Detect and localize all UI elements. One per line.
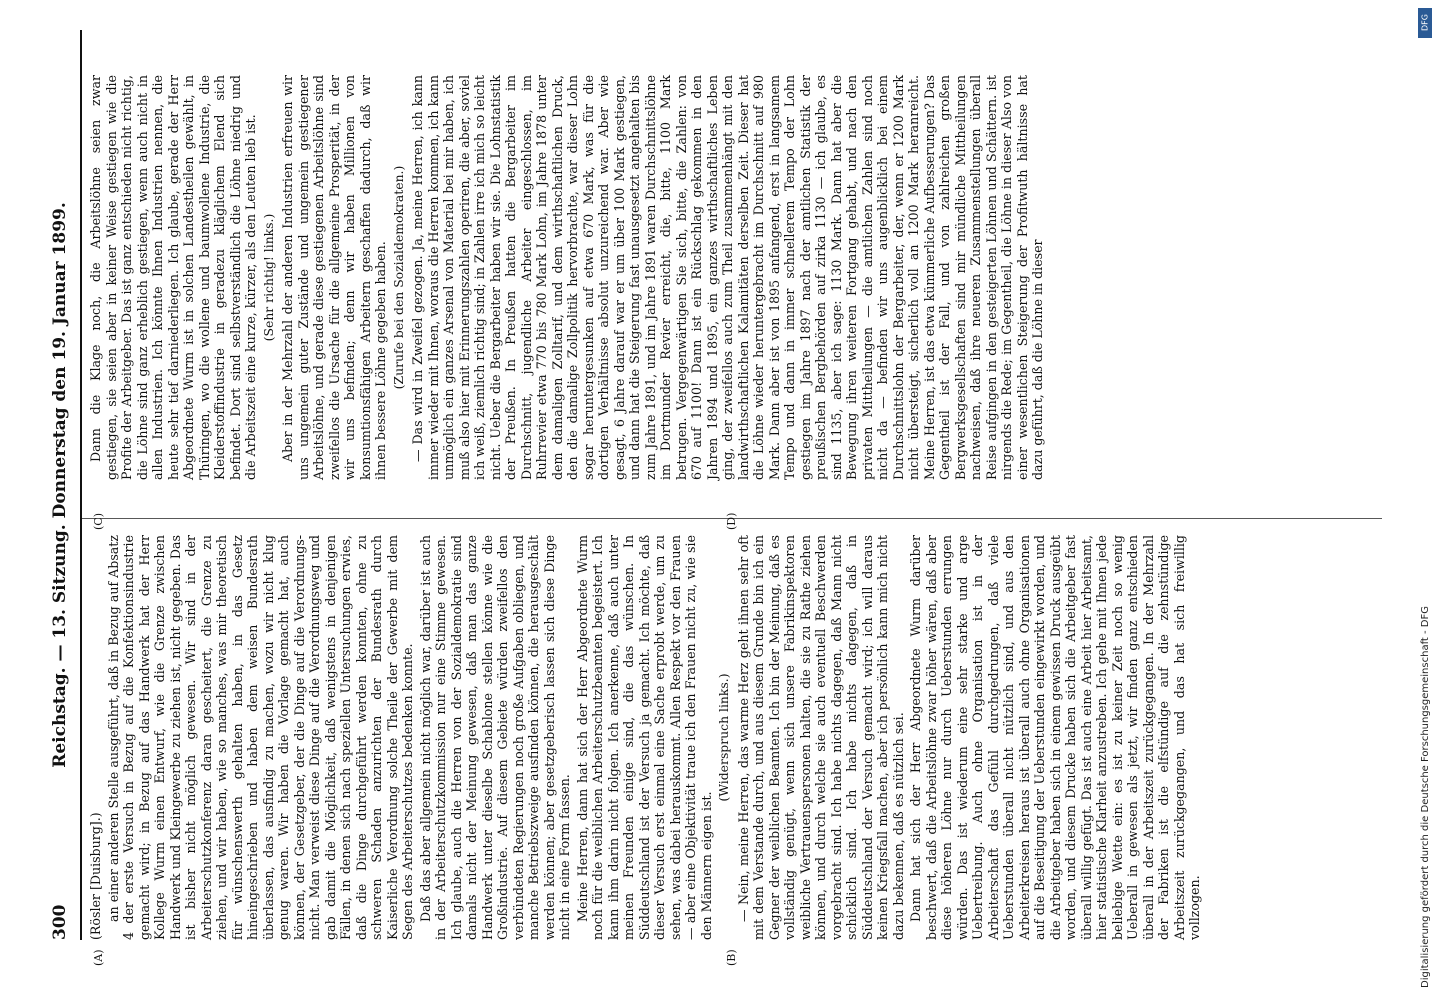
margin-label-b: (B) [725, 949, 738, 966]
paragraph: Daß das aber allgemein nicht möglich war, darüber ist auch in der Arbeiterschutzkommission nur eine Stimme gewesen. Ich glaube, auch die Herren von der Sozialdemokratie sind damals nicht der Meinung gewesen, daß man das ganze Handwerk unter dieselbe Schablone stellen könne wie die Großindustrie. Auf diesem Gebiete würden zweifellos den verbündeten Regierungen noch große Aufgaben obliegen, und manche Betriebszweige ausfinden können, die herausgeschält werden können; aber gesetzgeberisch lassen sich diese Dinge nicht in eine Form fassen. [417, 535, 572, 940]
paragraph: Dann hat sich der Herr Abgeordnete Wurm darüber beschwert, daß die Arbeitslöhne zwar höher wären, daß aber diese höheren Löhne nur durch Ueberstunden errungen würden. Das ist wiederum eine sehr starke und arge Uebertreibung. Auch ohne Organisation ist in der Arbeiterschaft das Gefühl durchgedrungen, daß viele Ueberstunden überall nicht nützlich sind, und aus den Arbeiterkreisen heraus ist überall auch ohne Organisationen auf die Beseitigung der Ueberstunden eingewirkt worden, und die Arbeitgeber haben sich in einem gewissen Druck ausgeübt worden, und diesem Drucke haben sich die Arbeitgeber fast überall willig gefügt. Das ist auch eine Arbeit hier Arbeitsamt, hier statistische Klarheit anzustreben. Ich gehe mit Ihnen jede beliebige Wette ein: es ist zu keiner Zeit noch so wenig Ueberall in gewesen als jetzt, wir finden ganz entschieden überall in der Arbeitszeit zurückgegangen. In der Mehrzahl der Fabriken ist die elfstündige auf die zehnstündige Arbeitszeit zurückgegangen, und das hat sich freiwillig vollzogen. [908, 535, 1202, 940]
paragraph: — Das wird in Zweifel gezogen. Ja, meine Herren, ich kann immer wieder mit Ihnen, woraus die Herren kommen, ich kann unmöglich ein ganzes Arsenal von Material bei mir haben, ich muß also hier mit Erinnerungszahlen operiren, die aber, soviel ich weiß, ziemlich richtig sind; in Zahlen irre ich mich so leicht nicht. Ueber die Bergarbeiter haben wir sie. Die Lohnstatistik der Preußen. In Preußen hatten die Bergarbeiter im Durchschnitt, jugendliche Arbeiter eingeschlossen, im Ruhrrevier etwa 770 bis 780 Mark Lohn, im Jahre 1878 unter dem damaligen Zolltarif, und dem wirthschaftlichen Druck, den die damalige Zollpolitik hervorbrachte, war dieser Lohn sogar heruntergesunken auf etwa 670 Mark, was für die dortigen Verhältnisse absolut unzureichend war. Aber wie gesagt, 6 Jahre darauf war er um über 100 Mark gestiegen, und dann hat die Steigerung fast unausgesetzt angehalten bis zum Jahre 1891, und im Jahre 1891 waren Durchschnittslöhne im Dortmunder Revier erreicht, die, bitte, 1100 Mark betrugen. Vergegenwärtigen Sie sich, bitte, die Zahlen: von 670 auf 1100! Dann ist ein Rückschlag gekommen in den Jahren 1894 und 1895, ein ganzes wirthschaftliches Leben ging, der zweifellos auch zum Theil zusammenhängt mit den landwirthschaftlichen Kalamitäten derselben Zeit. Dieser hat die Löhne wieder heruntergebracht im Durchschnitt auf 980 Mark. Dann aber ist von 1895 anfangend, erst in langsamem Tempo und dann in immer schnellerem Tempo der Lohn gestiegen im Jahre 1897 nach der amtlichen Statistik der preußischen Bergbehörden auf zirka 1130 — ich glaube, es sind 1135, aber ich sage: 1130 Mark. Dann hat aber die Bewegung ihren weiteren Fortgang gehabt, und nach den privaten Mittheilungen — die amtlichen Zahlen sind noch nicht da — befinden wir uns augenblicklich bei einem Durchschnittslohn der Bergarbeiter, der, wenn er 1200 Mark nicht übersteigt, sicherlich voll an 1200 Mark heranreicht. Meine Herren, ist das etwa kümmerliche Aufbesserungen? Das Gegentheil ist der Fall, und von zahlreichen großen Bergwerksgesellschaften sind mir mündliche Mittheilungen nachweisen, daß ihre neueren Zusammenstellungen überall Reise aufgingen in den gesteigerten Löhnen und Schättern. ist nirgends die Rede; im Gegentheil, die Löhne in dieser Also von einer wesentlichen Steigerung der Profitwuth hältnisse hat dazu geführt, daß die Löhne in dieser [410, 75, 1045, 480]
paragraph: — Nein, meine Herren, das warme Herz geht ihnen sehr oft mit dem Verstande durch, und aus diesem Grunde bin ich ein Gegner der weiblichen Beamten. Ich bin der Meinung, daß es vollständig genügt, wenn sich unsere Fabrikinspektoren weibliche Vertrauenspersonen halten, die sie zu Rathe ziehen können, und durch welche sie auch eventuell Beschwerden vorgebracht sind. Ich habe nichts dagegen, daß Mann nicht schicklich sind. Ich habe nichts dagegen, daß in Süddeutschland der Versuch gemacht wird; ich will daraus keinen Kriegsfall machen, aber ich persönlich kann mich nicht dazu bekennen, daß es nützlich sei. [735, 535, 906, 940]
page-number: 300 [50, 904, 70, 940]
speaker-label: (Rösler [Duisburg].) [88, 812, 103, 940]
paragraph: Meine Herren, dann hat sich der Herr Abgeordnete Wurm noch für die weiblichen Arbeiterschutzbeamten begeistert. Ich kann ihm darin nicht folgen. Ich anerkenne, daß auch unter meinen Freunden einige sind, die das wünschen. In Süddeutschland ist der Versuch ja gemacht. Ich möchte, daß dieser Versuch erst einmal eine Sache erprobt werde, um zu sehen, was dabei herauskommt. Allen Respekt vor den Frauen — aber eine Objektivität traue ich den Frauen nicht zu, wie sie den Männern eigen ist. [574, 535, 714, 940]
stage-direction: (Widerspruch links.) [716, 673, 731, 802]
left-column [88, 535, 1205, 940]
header-rule [80, 30, 82, 940]
page-header [50, 30, 78, 940]
stage-direction: (Zurufe bei den Sozialdemokraten.) [390, 165, 406, 390]
paragraph: Dann die Klage noch, die Arbeitslöhne seien zwar gestiegen, sie seien aber in keiner Weise gestiegen wie die Profite der Arbeitgeber. Das ist ganz entschieden nicht richtig, die Löhne sind ganz erheblich gestiegen, wenn auch nicht in allen Industrien. Ich könnte Ihnen Industrien nennen, die heute sehr tief darniederliegen. Ich glaube, gerade der Herr Abgeordnete Wurm ist in solchen Landestheilen gewählt, in Thüringen, wo die wollene und baumwollene Industrie, die Kleiderstoffindustrie in geradezu kläglichem Elend sich befindet. Dort sind selbstverständlich die Löhne niedrig und die Arbeitszeit eine kurze, kürzer, als den Leuten lieb ist. [88, 75, 258, 480]
margin-label-a: (A) [92, 949, 105, 966]
dfg-logo: DFG [1418, 8, 1432, 38]
paragraph: Aber in der Mehrzahl der anderen Industrien erfreuen wir uns ungemein guter Zustände und ungemein gestiegener Arbeitslöhne, und gerade diese gestiegenen Arbeitslöhne sind zweifellos die Ursache für die allgemeine Prosperität, in der wir uns befinden; denn wir haben Millionen von konsumtionsfähigen Arbeitern geschaffen dadurch, daß wir ihnen bessere Löhne gegeben haben. [280, 75, 388, 480]
margin-label-d: (D) [725, 512, 738, 530]
right-column [88, 75, 1048, 480]
margin-label-c: (C) [92, 513, 105, 530]
digitization-note-text: Digitalisierung gefördert durch die Deutsche Forschungsgemeinschaft - DFG [1420, 605, 1431, 988]
stage-direction: (Sehr richtig! links.) [260, 213, 276, 342]
digitization-note [1420, 8, 1434, 988]
header-title: Reichstag. — 13. Sitzung. Donnerstag den 19. Januar 1899. [50, 202, 70, 768]
paragraph: an einer anderen Stelle ausgeführt, daß in Bezug auf Absatz 4 der erste Versuch in Bezug auf die Konfektionsindustrie gemacht wird; in Bezug auf das Handwerk hat der Herr Kollege Wurm einen Entwurf, wie die Grenze zwischen Handwerk und Kleingewerbe zu ziehen ist, nicht gegeben. Das ist bisher nicht möglich gewesen. Wir sind in der Arbeiterschutzkonferenz daran gescheitert, die Grenze zu ziehen, und wir haben, wie so manches, was mir theoretisch für wünschenswerth gehalten haben, in das Gesetz hineingeschrieben und haben dem weisen Bundesrath überlassen, das ausfindig zu machen, wozu wir nicht klug genug waren. Wir haben die Vorlage gemacht hat, auch können, der Gesetzgeber, der die Dinge auf die Verordnungs- nicht. Man verweist diese Dinge auf die Verordnungsweg und gab damit die Möglichkeit, daß wenigstens in denjenigen Fällen, in denen sich nach speziellen Untersuchungen erwies, daß die Dinge durchgeführt werden konnten, ohne zu schweren Schaden anzurichten der Bundesrath durch Kaiserliche Verordnung solche Theile der Gewerbe mit dem Segen des Arbeiterschutzes bedenken konnte. [105, 535, 415, 940]
